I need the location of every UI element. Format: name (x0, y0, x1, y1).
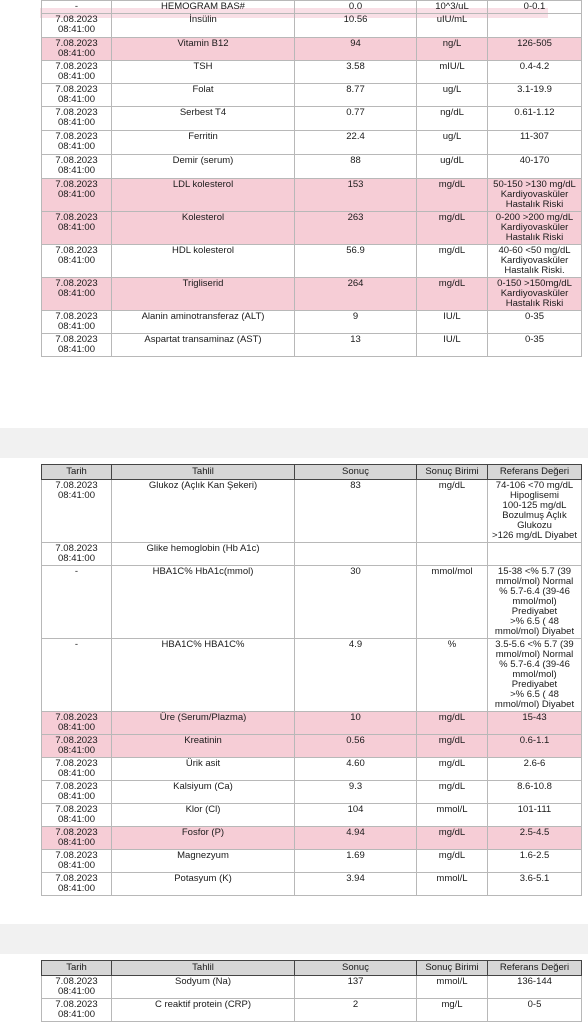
table-header-row (42, 465, 582, 480)
table-row (42, 639, 582, 712)
cell-test-name: Magnezyum (112, 850, 295, 873)
cell-result: 88 (295, 155, 417, 179)
table-row (42, 827, 582, 850)
table-row (42, 999, 582, 1022)
cell-test-name: HBA1C% HbA1c(mmol) (112, 566, 295, 639)
cell-unit: ng/dL (417, 107, 488, 131)
cell-unit: mg/dL (417, 712, 488, 735)
table-row (42, 179, 582, 212)
cell-reference: 1.6-2.5 (488, 850, 582, 873)
cell-result: 3.58 (295, 61, 417, 84)
cell-reference: 74-106 <70 mg/dL Hipoglisemi 100-125 mg/dL Bozulmuş Açlık Glukozu >126 mg/dL Diyabet (488, 480, 582, 543)
cell-unit: mmol/L (417, 976, 488, 999)
cell-reference: 3.5-5.6 <% 5.7 (39 mmol/mol) Normal % 5.7-6.4 (39-46 mmol/mol) Prediyabet >% 6.5 ( 48 mmol/mol) Diyabet (488, 639, 582, 712)
cell-date: 7.08.2023 08:41:00 (42, 131, 112, 155)
cell-date: 7.08.2023 08:41:00 (42, 179, 112, 212)
cell-result: 4.60 (295, 758, 417, 781)
cell-result (295, 543, 417, 566)
table-row (42, 543, 582, 566)
cell-unit: mg/dL (417, 212, 488, 245)
cell-result: 104 (295, 804, 417, 827)
table-row (42, 1, 582, 14)
cell-result: 263 (295, 212, 417, 245)
cell-reference: 101-111 (488, 804, 582, 827)
cell-unit (417, 543, 488, 566)
cell-unit: mg/dL (417, 179, 488, 212)
table-row (42, 735, 582, 758)
table-row (42, 38, 582, 61)
cell-result: 9 (295, 311, 417, 334)
cell-reference (488, 543, 582, 566)
table-row (42, 566, 582, 639)
cell-test-name: Fosfor (P) (112, 827, 295, 850)
cell-reference: 2.6-6 (488, 758, 582, 781)
cell-date: 7.08.2023 08:41:00 (42, 976, 112, 999)
table-row (42, 131, 582, 155)
table-row (42, 334, 582, 357)
cell-date: 7.08.2023 08:41:00 (42, 245, 112, 278)
cell-test-name: HDL kolesterol (112, 245, 295, 278)
cell-reference: 2.5-4.5 (488, 827, 582, 850)
cell-test-name: Glike hemoglobin (Hb A1c) (112, 543, 295, 566)
cell-unit: uIU/mL (417, 14, 488, 38)
cell-unit: mg/dL (417, 245, 488, 278)
table-row (42, 804, 582, 827)
cell-result: 4.9 (295, 639, 417, 712)
cell-test-name: Üre (Serum/Plazma) (112, 712, 295, 735)
column-header-referans-degeri: Referans Değeri (488, 465, 582, 480)
table-row (42, 14, 582, 38)
cell-unit: % (417, 639, 488, 712)
cell-reference: 40-170 (488, 155, 582, 179)
cell-result: 13 (295, 334, 417, 357)
cell-unit: ug/dL (417, 155, 488, 179)
cell-test-name: Sodyum (Na) (112, 976, 295, 999)
cell-result: 264 (295, 278, 417, 311)
cell-reference: 0.61-1.12 (488, 107, 582, 131)
table-header-row (42, 961, 582, 976)
cell-date: - (42, 639, 112, 712)
cell-result: 2 (295, 999, 417, 1022)
lab-results-table-2 (41, 464, 582, 896)
cell-test-name: Aspartat transaminaz (AST) (112, 334, 295, 357)
cell-result: 9.3 (295, 781, 417, 804)
cell-date: 7.08.2023 08:41:00 (42, 14, 112, 38)
cell-unit: mmol/L (417, 873, 488, 896)
column-header-tahlil: Tahlil (112, 465, 295, 480)
cell-unit: mg/dL (417, 480, 488, 543)
cell-test-name: Klor (Cl) (112, 804, 295, 827)
cell-result: 22.4 (295, 131, 417, 155)
cell-reference: 0-150 >150mg/dL Kardiyovasküler Hastalık Riski (488, 278, 582, 311)
cell-reference: 0.6-1.1 (488, 735, 582, 758)
cell-unit: mmol/L (417, 804, 488, 827)
cell-test-name: Kalsiyum (Ca) (112, 781, 295, 804)
cell-date: 7.08.2023 08:41:00 (42, 334, 112, 357)
cell-date: 7.08.2023 08:41:00 (42, 278, 112, 311)
cell-result: 10.56 (295, 14, 417, 38)
table-row (42, 873, 582, 896)
cell-test-name: Kreatinin (112, 735, 295, 758)
cell-result: 0.77 (295, 107, 417, 131)
cell-reference: 15-38 <% 5.7 (39 mmol/mol) Normal % 5.7-6.4 (39-46 mmol/mol) Prediyabet >% 6.5 ( 48 mmol/mol) Diyabet (488, 566, 582, 639)
cell-test-name: Glukoz (Açlık Kan Şekeri) (112, 480, 295, 543)
cell-result: 137 (295, 976, 417, 999)
cell-date: 7.08.2023 08:41:00 (42, 311, 112, 334)
cell-test-name: Vitamin B12 (112, 38, 295, 61)
cell-date: 7.08.2023 08:41:00 (42, 735, 112, 758)
cell-test-name: Kolesterol (112, 212, 295, 245)
column-header-tarih: Tarih (42, 465, 112, 480)
cell-date: 7.08.2023 08:41:00 (42, 758, 112, 781)
cell-unit: mg/L (417, 999, 488, 1022)
cell-result: 83 (295, 480, 417, 543)
cell-unit: mg/dL (417, 735, 488, 758)
cell-date: 7.08.2023 08:41:00 (42, 712, 112, 735)
cell-unit: 10^3/uL (417, 1, 488, 14)
cell-test-name: İnsülin (112, 14, 295, 38)
page-gap-2 (0, 924, 588, 954)
cell-reference: 11-307 (488, 131, 582, 155)
cell-test-name: Trigliserid (112, 278, 295, 311)
cell-date: 7.08.2023 08:41:00 (42, 155, 112, 179)
cell-test-name: C reaktif protein (CRP) (112, 999, 295, 1022)
cell-unit: mmol/mol (417, 566, 488, 639)
cell-unit: mg/dL (417, 827, 488, 850)
lab-results-table-1 (41, 0, 582, 357)
table-row (42, 155, 582, 179)
cell-unit: mg/dL (417, 758, 488, 781)
cell-reference: 3.6-5.1 (488, 873, 582, 896)
table-row (42, 278, 582, 311)
cell-unit: IU/L (417, 311, 488, 334)
cell-reference: 15-43 (488, 712, 582, 735)
cell-reference: 0.4-4.2 (488, 61, 582, 84)
cell-reference: 0-35 (488, 334, 582, 357)
cell-test-name: Ferritin (112, 131, 295, 155)
cell-result: 1.69 (295, 850, 417, 873)
cell-result: 0.0 (295, 1, 417, 14)
cell-date: 7.08.2023 08:41:00 (42, 781, 112, 804)
table-row (42, 107, 582, 131)
cell-result: 153 (295, 179, 417, 212)
cell-test-name: Ürik asit (112, 758, 295, 781)
cell-test-name: Demir (serum) (112, 155, 295, 179)
cell-result: 0.56 (295, 735, 417, 758)
table-row (42, 311, 582, 334)
column-header-sonuc-birimi: Sonuç Birimi (417, 465, 488, 480)
cell-result: 30 (295, 566, 417, 639)
cell-test-name: HBA1C% HBA1C% (112, 639, 295, 712)
cell-unit: ng/L (417, 38, 488, 61)
table-row (42, 712, 582, 735)
cell-test-name: Potasyum (K) (112, 873, 295, 896)
cell-unit: mg/dL (417, 850, 488, 873)
cell-date: 7.08.2023 08:41:00 (42, 38, 112, 61)
cell-test-name: Serbest T4 (112, 107, 295, 131)
cell-unit: ug/L (417, 84, 488, 107)
cell-result: 3.94 (295, 873, 417, 896)
cell-reference: 0-35 (488, 311, 582, 334)
cell-unit: mg/dL (417, 781, 488, 804)
page-gap-1 (0, 428, 588, 458)
cell-reference: 0-0.1 (488, 1, 582, 14)
column-header-referans-degeri: Referans Değeri (488, 961, 582, 976)
table-row (42, 245, 582, 278)
cell-unit: ug/L (417, 131, 488, 155)
cell-date: 7.08.2023 08:41:00 (42, 84, 112, 107)
cell-date: 7.08.2023 08:41:00 (42, 873, 112, 896)
column-header-sonuc: Sonuç (295, 465, 417, 480)
cell-date: 7.08.2023 08:41:00 (42, 480, 112, 543)
cell-date: 7.08.2023 08:41:00 (42, 827, 112, 850)
cell-date: 7.08.2023 08:41:00 (42, 212, 112, 245)
cell-reference: 126-505 (488, 38, 582, 61)
cell-result: 8.77 (295, 84, 417, 107)
cell-date: - (42, 1, 112, 14)
cell-date: 7.08.2023 08:41:00 (42, 543, 112, 566)
cell-test-name: Alanin aminotransferaz (ALT) (112, 311, 295, 334)
cell-reference: 3.1-19.9 (488, 84, 582, 107)
cell-result: 10 (295, 712, 417, 735)
table-row (42, 61, 582, 84)
table-row (42, 850, 582, 873)
cell-date: - (42, 566, 112, 639)
table-row (42, 212, 582, 245)
cell-reference: 40-60 <50 mg/dL Kardiyovasküler Hastalık Riski. (488, 245, 582, 278)
table-row (42, 976, 582, 999)
table-row (42, 480, 582, 543)
cell-reference: 50-150 >130 mg/dL Kardiyovasküler Hastalık Riski (488, 179, 582, 212)
cell-unit: mg/dL (417, 278, 488, 311)
cell-test-name: HEMOGRAM BAS# (112, 1, 295, 14)
cell-date: 7.08.2023 08:41:00 (42, 804, 112, 827)
cell-reference: 136-144 (488, 976, 582, 999)
cell-reference: 0-200 >200 mg/dL Kardiyovasküler Hastalık Riski (488, 212, 582, 245)
cell-reference (488, 14, 582, 38)
cell-result: 4.94 (295, 827, 417, 850)
column-header-sonuc: Sonuç (295, 961, 417, 976)
cell-test-name: LDL kolesterol (112, 179, 295, 212)
cell-reference: 0-5 (488, 999, 582, 1022)
cell-test-name: Folat (112, 84, 295, 107)
table-row (42, 781, 582, 804)
cell-test-name: TSH (112, 61, 295, 84)
table-row (42, 758, 582, 781)
cell-result: 94 (295, 38, 417, 61)
column-header-tarih: Tarih (42, 961, 112, 976)
cell-unit: IU/L (417, 334, 488, 357)
cell-date: 7.08.2023 08:41:00 (42, 999, 112, 1022)
cell-unit: mIU/L (417, 61, 488, 84)
cell-date: 7.08.2023 08:41:00 (42, 850, 112, 873)
table-row (42, 84, 582, 107)
cell-date: 7.08.2023 08:41:00 (42, 61, 112, 84)
lab-results-table-3 (41, 960, 582, 1022)
cell-reference: 8.6-10.8 (488, 781, 582, 804)
column-header-sonuc-birimi: Sonuç Birimi (417, 961, 488, 976)
cell-result: 56.9 (295, 245, 417, 278)
cell-date: 7.08.2023 08:41:00 (42, 107, 112, 131)
column-header-tahlil: Tahlil (112, 961, 295, 976)
